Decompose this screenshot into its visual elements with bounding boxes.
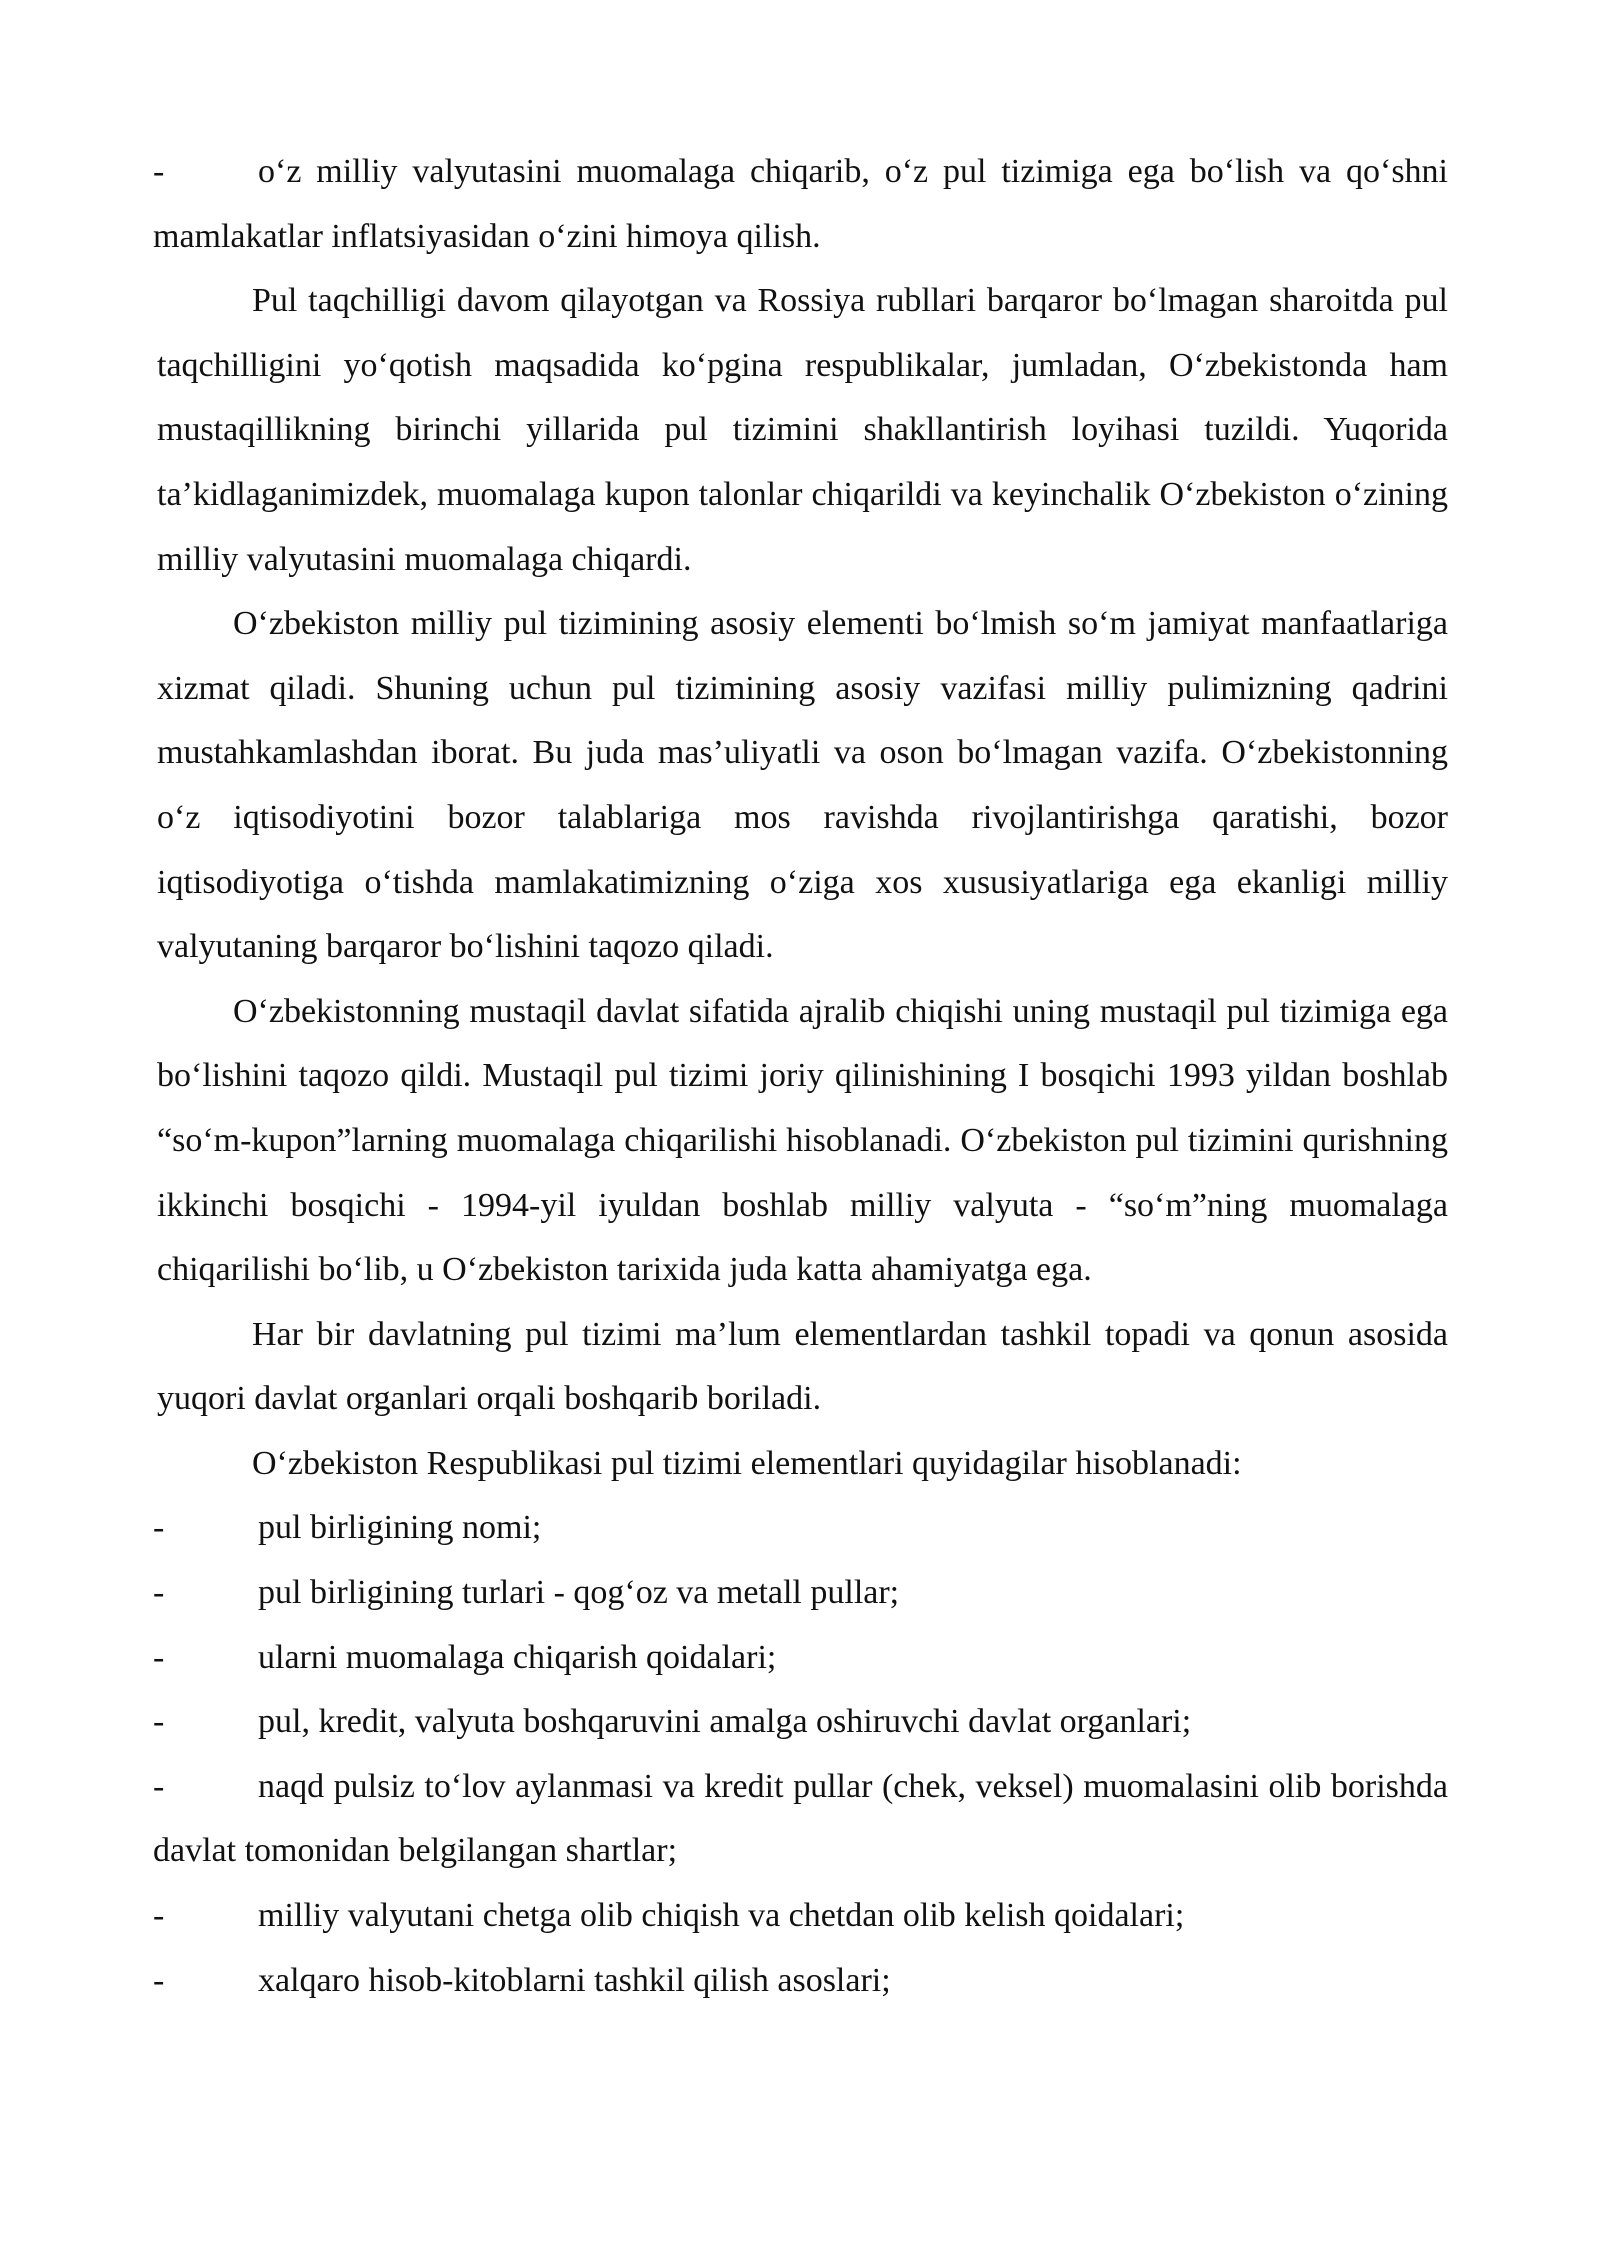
list-item-text: pul birligining turlari - qog‘oz va metall pullar; (258, 1574, 900, 1612)
dash-bullet: - (153, 1509, 165, 1547)
list-item (153, 1626, 1448, 1691)
paragraph: O‘zbekistonning mustaqil davlat sifatida ajralib chiqishi uning mustaqil pul tizimiga ega bo‘lishini taqozo qildi. Mustaqil pul tizimi joriy qilinishining I bosqichi 1993 yildan boshlab “so‘m-kupon”larning muomalaga chiqarilishi hisoblanadi. O‘zbekiston pul tizimini qurishning ikkinchi bosqichi - 1994-yil iyuldan boshlab milliy valyuta - “so‘m”ning muomalaga chiqarilishi bo‘lib, u O‘zbekiston tarixida juda katta ahamiyatga ega. (157, 992, 1448, 1289)
dash-bullet: - (153, 1961, 165, 1999)
dash-bullet: - (153, 1767, 165, 1805)
list-item (153, 1884, 1448, 1949)
dash-bullet: - (153, 1897, 165, 1935)
document-body (153, 140, 1448, 2013)
list-item (153, 1561, 1448, 1626)
list-item (153, 1755, 1448, 1884)
dash-bullet: - (153, 1703, 165, 1741)
list-item-text: xalqaro hisob-kitoblarni tashkil qilish asoslari; (258, 1961, 891, 1999)
intro-list-item (153, 140, 1448, 269)
list-item-text: milliy valyutani chetga olib chiqish va chetdan olib kelish qoidalari; (258, 1897, 1185, 1935)
paragraph: Pul taqchilligi davom qilayotgan va Rossiya rubllari barqaror bo‘lmagan sharoitda pul taqchilligini yo‘qotish maqsadida ko‘pgina respublikalar, jumladan, O‘zbekistonda ham mustaqillikning birinchi yillarida pul tizimini shakllantirish loyihasi tuzildi. Yuqorida ta’kidlaganimizdek, muomalaga kupon talonlar chiqarildi va keyinchalik O‘zbekiston o‘zining milliy valyutasini muomalaga chiqardi. (157, 282, 1448, 578)
list-item-text: ularni muomalaga chiqarish qoidalari; (258, 1638, 777, 1676)
list-item (153, 1949, 1448, 2014)
list-item-text: pul birligining nomi; (258, 1509, 542, 1547)
dash-bullet: - (153, 1638, 165, 1676)
paragraph: Har bir davlatning pul tizimi ma’lum elementlardan tashkil topadi va qonun asosida yuqori davlat organlari orqali boshqarib boriladi. (157, 1315, 1448, 1418)
intro-list-item-text: o‘z milliy valyutasini muomalaga chiqarib, o‘z pul tizimiga ega bo‘lish va qo‘shni mamlakatlar inflatsiyasidan o‘zini himoya qilish. (153, 153, 1448, 255)
list-item-text: pul, kredit, valyuta boshqaruvini amalga oshiruvchi davlat organlari; (258, 1703, 1192, 1741)
paragraph: O‘zbekiston milliy pul tizimining asosiy elementi bo‘lmish so‘m jamiyat manfaatlariga xizmat qiladi. Shuning uchun pul tizimining asosiy vazifasi milliy pulimizning qadrini mustahkamlashdan iborat. Bu juda mas’uliyatli va oson bo‘lmagan vazifa. O‘zbekistonning o‘z iqtisodiyotini bozor talablariga mos ravishda rivojlantirishga qaratishi, bozor iqtisodiyotiga o‘tishda mamlakatimizning o‘ziga xos xususiyatlariga ega ekanligi milliy valyutaning barqaror bo‘lishini taqozo qiladi. (157, 605, 1448, 966)
list-item (153, 1690, 1448, 1755)
paragraph: O‘zbekiston Respublikasi pul tizimi elementlari quyidagilar hisoblanadi: (252, 1444, 1242, 1482)
list-item (153, 1496, 1448, 1561)
dash-bullet: - (153, 1574, 165, 1612)
list-item-text: naqd pulsiz to‘lov aylanmasi va kredit pullar (chek, veksel) muomalasini olib borishda davlat tomonidan belgilangan shartlar; (153, 1767, 1448, 1870)
dash-bullet: - (153, 153, 165, 190)
